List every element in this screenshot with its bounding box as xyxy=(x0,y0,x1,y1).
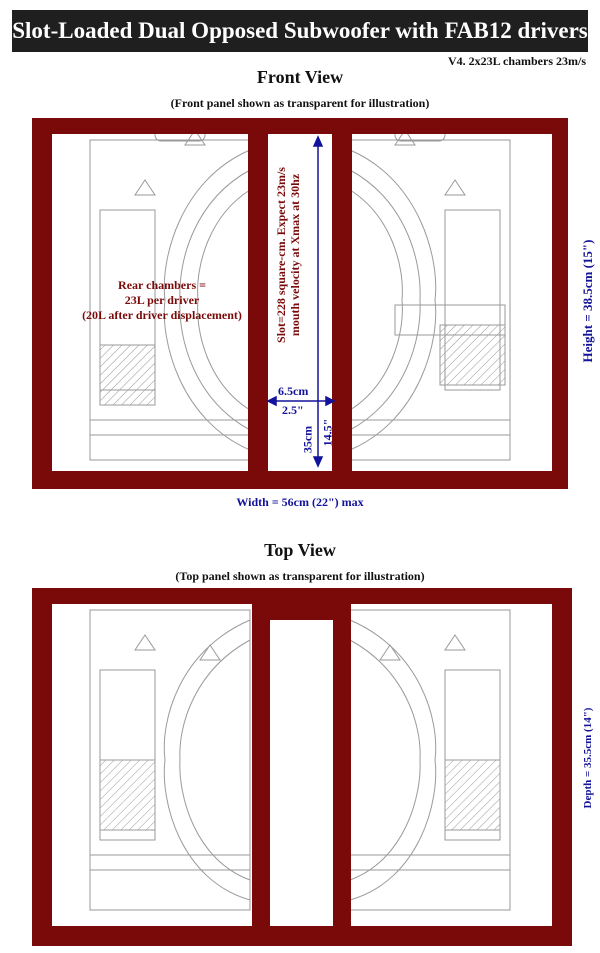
front-view-heading: Front View xyxy=(256,67,344,87)
top-view-heading: Top View xyxy=(264,540,336,560)
rear-chambers-label xyxy=(72,278,252,323)
rear-chambers-line-2: 23L per driver xyxy=(124,293,200,307)
slot-height-in: 14.5" xyxy=(320,418,335,447)
diagram-title: Slot-Loaded Dual Opposed Subwoofer with FAB12 drivers xyxy=(12,10,588,52)
slot-width-cm: 6.5cm xyxy=(278,384,309,398)
depth-label: Depth = 35.5cm (14") xyxy=(582,707,594,809)
version-note: V4. 2x23L chambers 23m/s xyxy=(448,54,586,68)
slot-label-line-2: mouth velocity at Xmax at 30hz xyxy=(288,173,302,337)
rear-chambers-line-3: (20L after driver displacement) xyxy=(82,308,242,322)
top-view-caption: (Top panel shown as transparent for illustration) xyxy=(175,569,425,583)
width-label: Width = 56cm (22") max xyxy=(236,495,364,509)
front-view-caption: (Front panel shown as transparent for illustration) xyxy=(170,96,430,110)
height-label: Height = 38.5cm (15") xyxy=(580,239,595,363)
slot-width-in: 2.5" xyxy=(282,403,304,417)
top-left-driver-drawing xyxy=(90,610,250,910)
slot-label xyxy=(274,125,304,385)
slot-label-line-1: Slot=228 square-cm. Expect 23m/s xyxy=(274,167,288,343)
top-right-driver-drawing xyxy=(350,610,510,910)
right-driver-drawing xyxy=(350,125,510,460)
slot-height-cm: 35cm xyxy=(300,425,315,454)
rear-chambers-line-1: Rear chambers = xyxy=(118,278,206,292)
top-view xyxy=(32,588,572,946)
